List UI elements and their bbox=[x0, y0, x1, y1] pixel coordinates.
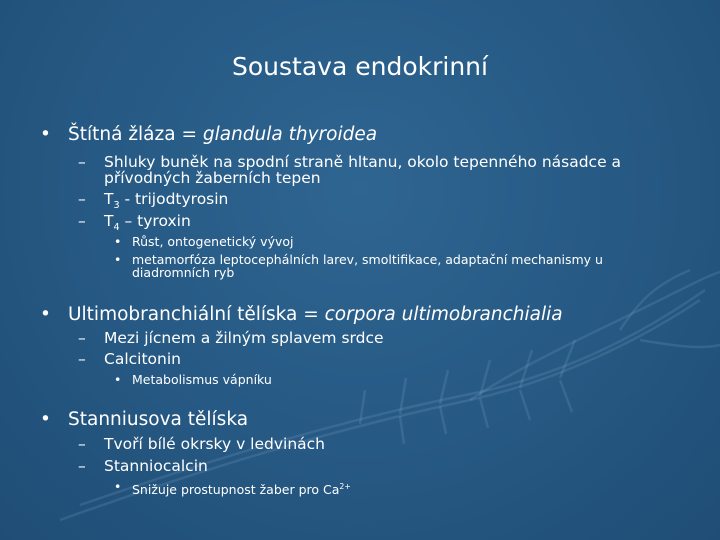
list-item bbox=[78, 212, 191, 234]
item-text: Shluky buněk na spodní straně hltanu, okolo tepenného násadce a bbox=[104, 153, 622, 171]
item-text-continued: přívodných žaberních tepen bbox=[104, 169, 321, 187]
section-heading-ultimobranchial bbox=[40, 304, 563, 325]
section-heading-stannius bbox=[40, 409, 249, 430]
item-text: Mezi jícnem a žilným splavem srdce bbox=[104, 329, 384, 347]
dash: – bbox=[78, 350, 86, 368]
dash: – bbox=[78, 435, 86, 453]
list-item bbox=[78, 153, 622, 187]
subitem-text: Snižuje prostupnost žaber pro $Ca^{2+}$ bbox=[132, 482, 351, 498]
sub-list-item bbox=[114, 372, 272, 387]
bullet: • bbox=[114, 479, 122, 494]
dash: – bbox=[78, 329, 86, 347]
list-item bbox=[78, 329, 384, 347]
bullet: • bbox=[114, 234, 122, 249]
item-text: Stanniocalcin bbox=[104, 457, 208, 475]
heading-text: Stanniusova tělíska bbox=[68, 409, 249, 430]
item-text: Tvoří bílé okrsky v ledvinách bbox=[104, 435, 326, 453]
subitem-text-continued: diadromních ryb bbox=[132, 265, 235, 280]
section-heading-thyroid bbox=[40, 124, 378, 145]
subitem-text: Růst, ontogenetický vývoj bbox=[132, 234, 294, 249]
sub-list-item bbox=[114, 234, 294, 249]
heading-text: Štítná žláza = bbox=[68, 124, 203, 145]
item-text: Calcitonin bbox=[104, 350, 181, 368]
dash: – bbox=[78, 190, 86, 208]
bullet: • bbox=[114, 252, 122, 267]
item-text: $T_3$ - trijodtyrosin bbox=[104, 190, 229, 212]
bullet: • bbox=[40, 304, 51, 325]
dash: – bbox=[78, 153, 86, 171]
list-item bbox=[78, 457, 208, 475]
sub-list-item bbox=[114, 252, 603, 280]
dash: – bbox=[78, 457, 86, 475]
slide-title: Soustava endokrinní bbox=[232, 52, 488, 81]
sub-list-item bbox=[114, 479, 351, 498]
heading-latin: glandula thyroidea bbox=[202, 124, 378, 145]
list-item bbox=[78, 350, 181, 368]
list-item bbox=[78, 190, 229, 212]
subitem-text: metamorfóza leptocephálních larev, smoltifikace, adaptační mechanismy u bbox=[132, 252, 603, 267]
bullet: • bbox=[40, 409, 51, 430]
subitem-text: Metabolismus vápníku bbox=[132, 372, 272, 387]
item-text: $T_4$ – tyroxin bbox=[104, 212, 191, 234]
heading-latin: corpora ultimobranchialia bbox=[324, 304, 563, 325]
dash: – bbox=[78, 212, 86, 230]
list-item bbox=[78, 435, 326, 453]
bullet: • bbox=[114, 372, 122, 387]
heading-text: Ultimobranchiální tělíska = bbox=[68, 304, 325, 325]
bullet: • bbox=[40, 124, 51, 145]
